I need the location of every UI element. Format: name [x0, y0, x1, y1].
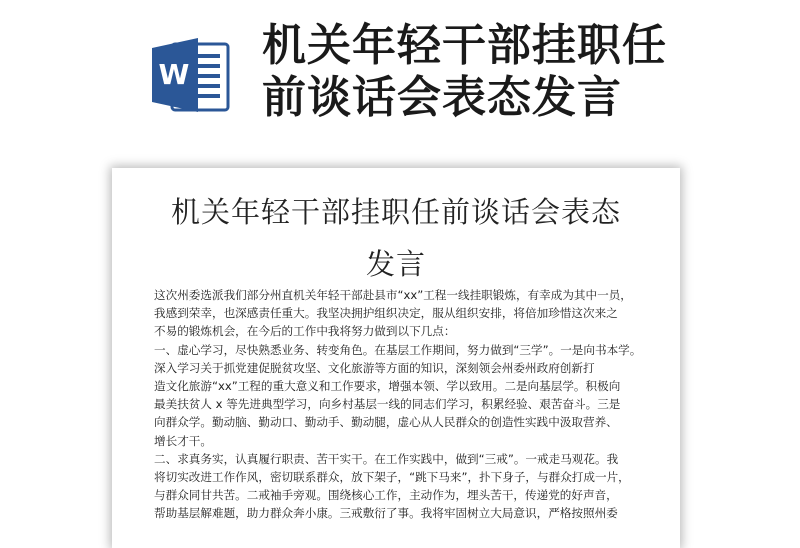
body-line: 不易的锻炼机会，在今后的工作中我将努力做到以下几点： [154, 324, 456, 339]
header-banner [0, 0, 800, 160]
body-line: 将切实改进工作作风，密切联系群众，放下架子，“跳下马来”，扑下身子，与群众打成一片， [154, 470, 630, 485]
body-line: 帮助基层解难题，助力群众奔小康。三戒敷衍了事。我将牢固树立大局意识，严格按照州委 [154, 506, 618, 521]
document-title-line: 发言 [365, 247, 426, 281]
body-line: 增长才干。 [154, 433, 212, 448]
word-icon-letter: W [158, 58, 190, 91]
body-line: 一、虚心学习，尽快熟悉业务、转变角色。在基层工作期间，努力做到“三学”。一是向书本学。 [154, 342, 642, 357]
page-title-line: 前谈话会表态发言 [262, 72, 622, 123]
body-line: 深入学习关于抓党建促脱贫攻坚、文化旅游等方面的知识，深刻领会州委州政府创新打 [154, 360, 595, 375]
word-document-icon [150, 34, 230, 116]
body-line: 造文化旅游“xx”工程的重大意义和工作要求，增强本领、学以致用。二是向基层学。积极向 [154, 379, 621, 394]
page-title [262, 20, 782, 124]
body-line: 我感到荣幸，也深感责任重大。我坚决拥护组织决定，服从组织安排，将倍加珍惜这次来之 [154, 306, 618, 321]
page-title-line: 机关年轻干部挂职任 [262, 20, 667, 71]
body-line: 二、求真务实，认真履行职责、苦干实干。在工作实践中，做到“三戒”。一戒走马观花。我 [154, 451, 619, 466]
document-title-line: 机关年轻干部挂职任前谈话会表态 [170, 195, 621, 229]
body-line: 向群众学。勤动脑、勤动口、勤动手、勤动腿，虚心从人民群众的创造性实践中汲取营养、 [154, 415, 618, 430]
body-line: 与群众同甘共苦。二戒袖手旁观。围绕核心工作，主动作为，埋头苦干，传递党的好声音， [154, 488, 618, 503]
document-title [112, 186, 680, 290]
document-preview[interactable] [112, 168, 680, 548]
body-line: 这次州委选派我们部分州直机关年轻干部赴县市“xx”工程一线挂职锻炼，有幸成为其中一员， [154, 288, 632, 302]
document-body [154, 286, 646, 523]
body-line: 最美扶贫人 x 等先进典型学习，向乡村基层一线的同志们学习，积累经验、艰苦奋斗。三是 [154, 397, 621, 412]
